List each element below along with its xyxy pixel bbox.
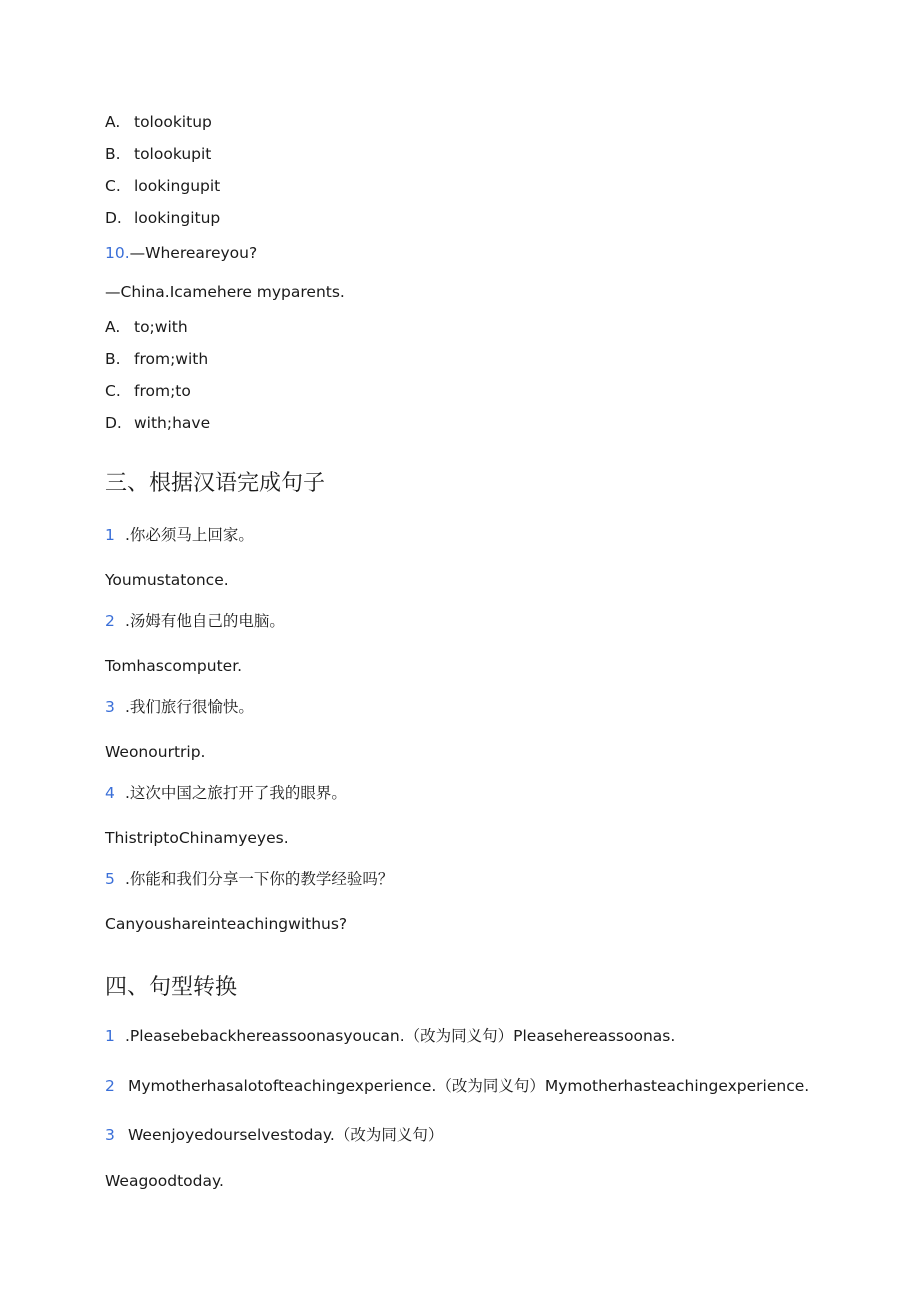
item-number: 5 [105, 870, 115, 888]
option-text: lookingupit [134, 177, 221, 195]
option-letter: D. [105, 414, 122, 432]
item-number: 1 [105, 526, 115, 544]
option-letter: B. [105, 350, 121, 368]
item-number: 4 [105, 784, 115, 802]
s3-item-5-english: Canyoushareinteachingwithus? [105, 915, 348, 933]
q10-prompt [105, 243, 257, 263]
option-text: from;with [134, 350, 209, 368]
s4-item-3 [105, 1125, 443, 1145]
s3-item-2-chinese [105, 611, 285, 631]
q9-option-a [105, 112, 212, 132]
option-text: to;with [134, 318, 188, 336]
item-text: Weenjoyedourselvestoday.（改为同义句） [128, 1126, 444, 1144]
s3-item-1-chinese [105, 525, 254, 545]
option-text: lookingitup [134, 209, 221, 227]
section-3-title: 三、根据汉语完成句子 [105, 471, 326, 496]
q9-option-d [105, 208, 220, 228]
question-text: —Whereareyou? [129, 244, 258, 262]
s4-item-1 [105, 1026, 675, 1046]
s3-item-1-english: Youmustatonce. [105, 571, 229, 589]
item-chinese: .我们旅行很愉快。 [125, 698, 254, 716]
q10-option-d [105, 413, 210, 433]
item-number: 1 [105, 1027, 115, 1045]
item-chinese: .你能和我们分享一下你的教学经验吗？ [125, 870, 394, 888]
option-letter: B. [105, 145, 121, 163]
option-text: from;to [134, 382, 191, 400]
s4-item-2 [105, 1076, 809, 1096]
section-4-title: 四、句型转换 [105, 975, 238, 1000]
item-number: 2 [105, 612, 115, 630]
item-number: 2 [105, 1077, 115, 1095]
option-letter: C. [105, 177, 121, 195]
option-text: tolookitup [134, 113, 212, 131]
option-text: with;have [134, 414, 211, 432]
item-text: .Pleasebebackhereassoonasyoucan.（改为同义句）Pleasehereassoonas. [125, 1027, 676, 1045]
item-chinese: .这次中国之旅打开了我的眼界。 [125, 784, 347, 802]
item-text: Mymotherhasalotofteachingexperience.（改为同义句）Mymotherhasteachingexperience. [128, 1077, 810, 1095]
q9-option-b [105, 144, 211, 164]
item-number: 3 [105, 1126, 115, 1144]
s3-item-4-chinese [105, 783, 347, 803]
s3-item-4-english: ThistriptoChinamyeyes. [105, 829, 289, 847]
s3-item-2-english: Tomhascomputer. [105, 657, 243, 675]
q10-answer-line: —China.Icamehere myparents. [105, 283, 345, 301]
item-chinese: .汤姆有他自己的电脑。 [125, 612, 285, 630]
question-number: 10. [105, 244, 130, 262]
s3-item-3-chinese [105, 697, 254, 717]
s3-item-3-english: Weonourtrip. [105, 743, 206, 761]
option-letter: A. [105, 113, 121, 131]
item-chinese: .你必须马上回家。 [125, 526, 254, 544]
q10-option-a [105, 317, 188, 337]
q10-option-b [105, 349, 208, 369]
option-letter: C. [105, 382, 121, 400]
option-letter: D. [105, 209, 122, 227]
option-text: tolookupit [134, 145, 212, 163]
s4-item-3-answer: Weagoodtoday. [105, 1172, 224, 1190]
option-letter: A. [105, 318, 121, 336]
item-number: 3 [105, 698, 115, 716]
q10-option-c [105, 381, 191, 401]
s3-item-5-chinese [105, 869, 393, 889]
q9-option-c [105, 176, 220, 196]
